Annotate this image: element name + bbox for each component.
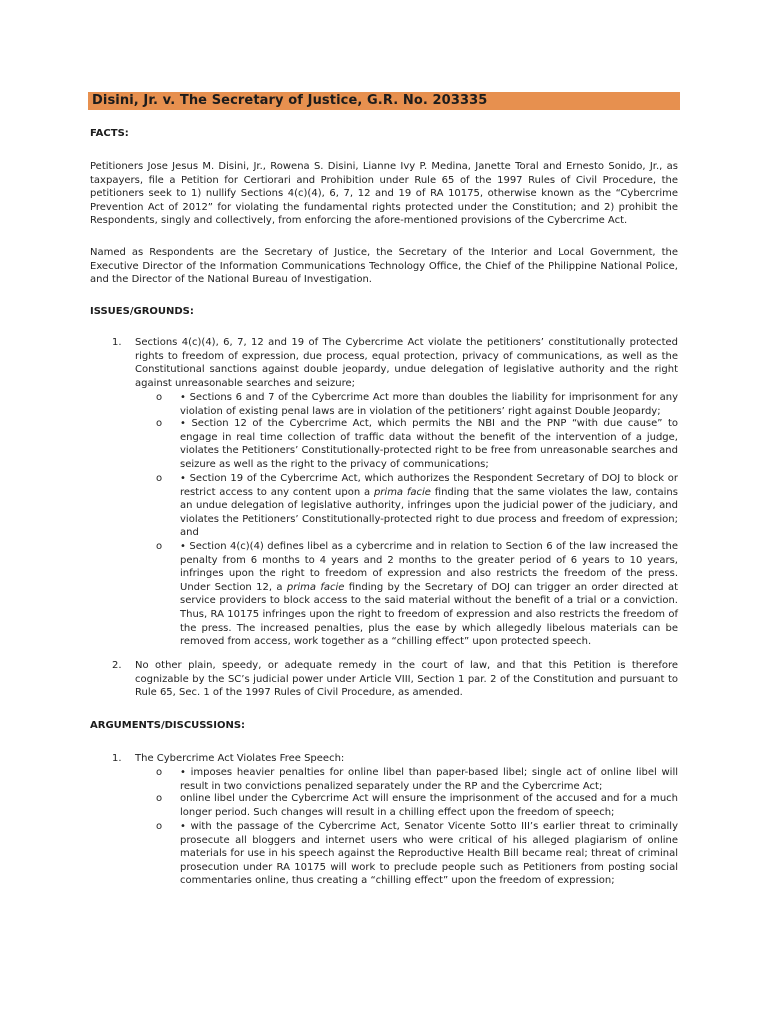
arguments-heading: ARGUMENTS/DISCUSSIONS: xyxy=(90,720,246,731)
list-item-text: No other plain, speedy, or adequate remedy in the court of law, and that this Petition is therefore cognizable by the SC’s judicial power under Article VIII, Section 1 par. 2 of the Constitution and pursuant to Rule 65, Sec. 1 of the 1997 Rules of Civil Procedure, as amended. xyxy=(135,660,678,699)
italic-text: prima facie xyxy=(373,486,431,498)
bullet-marker: o xyxy=(156,821,163,832)
title-bar xyxy=(88,92,680,110)
facts-paragraph-1: Petitioners Jose Jesus M. Disini, Jr., Rowena S. Disini, Lianne Ivy P. Medina, Janette Toral and Ernesto Sonido, Jr., as taxpayers, file a Petition for Certiorari and Prohibition under Rule 65 of the 1997 Rules of Civil Procedure, the petitioners seek to 1) nullify Sections 4(c)(4), 6, 7, 12 and 19 of RA 10175, otherwise known as the “Cybercrime Prevention Act of 2012” for violating the fundamental rights protected under the Constitution; and 2) prohibit the Respondents, singly and collectively, from enforcing the afore-mentioned provisions of the Cybercrime Act. xyxy=(90,161,678,227)
bullet-marker: o xyxy=(156,392,163,403)
document-title: Disini, Jr. v. The Secretary of Justice, G.R. No. 203335 xyxy=(92,93,488,108)
italic-text: prima facie xyxy=(286,581,345,593)
list-number: 2. xyxy=(112,660,122,671)
facts-paragraph-2: Named as Respondents are the Secretary of Justice, the Secretary of the Interior and Local Government, the Executive Director of the Information Communications Technology Office, the Chief of the Philippine National Police, and the Director of the National Bureau of Investigation. xyxy=(90,247,678,286)
text-run: finding that the same violates the law, contains an undue delegation of legislative authority, infringes upon the judicial power of the judiciary, and violates the Petitioners’ Constitutionally-protected right to due process and freedom of expression; and xyxy=(180,486,678,539)
text-run: • Section 4(c)(4) defines libel as a cybercrime and in relation to Section 6 of the law increased the penalty from 6 months to 4 years and 2 months to the greater period of 6 years to 10 years, infringes upon the right to freedom of expression and also restricts the freedom of the press. Under Section 12, a xyxy=(180,541,678,593)
list-item-text: Sections 4(c)(4), 6, 7, 12 and 19 of The Cybercrime Act violate the petitioners’ constitutionally protected rights to freedom of expression, due process, equal protection, privacy of communications, as well as the Constitutional sanctions against double jeopardy, undue delegation of legislative authority and the right against unreasonable searches and seizure; xyxy=(135,337,678,389)
list-number: 1. xyxy=(112,753,122,764)
bullet-marker: o xyxy=(156,541,163,552)
text-run: • Section 19 of the Cybercrime Act, which authorizes the Respondent Secretary of DOJ to block or restrict access to any content upon a xyxy=(180,473,678,498)
list-item-text: The Cybercrime Act Violates Free Speech: xyxy=(135,753,345,764)
sub-item-text: • Sections 6 and 7 of the Cybercrime Act more than doubles the liability for imprisonment for any violation of existing penal laws are in violation of the petitioners’ right against Double Jeopardy; xyxy=(180,392,678,417)
issues-heading: ISSUES/GROUNDS: xyxy=(90,306,194,317)
list-number: 1. xyxy=(112,337,122,348)
bullet-marker: o xyxy=(156,767,163,778)
sub-item-text: • imposes heavier penalties for online libel than paper-based libel; single act of online libel will result in two convictions penalized separately under the RP and the Cybercrime Act; xyxy=(180,767,678,792)
bullet-marker: o xyxy=(156,473,163,484)
text-run: finding by the Secretary of DOJ can trigger an order directed at service providers to block access to the said material without the benefit of a trial or a conviction. Thus, RA 10175 infringes upon the right to freedom of expression and also restricts the freedom of the press. The increased penalties, plus the ease by which allegedly libelous materials can be removed from access, work together as a “chilling effect” upon protected speech. xyxy=(180,581,678,648)
sub-item-text: online libel under the Cybercrime Act will ensure the imprisonment of the accused and for a much longer period. Such changes will result in a chilling effect upon the freedom of speech; xyxy=(180,793,678,818)
facts-heading: FACTS: xyxy=(90,128,129,139)
bullet-marker: o xyxy=(156,418,163,429)
sub-item-text xyxy=(180,540,678,649)
sub-item-text: • Section 12 of the Cybercrime Act, which permits the NBI and the PNP “with due cause” to engage in real time collection of traffic data without the benefit of the intervention of a judge, violates the Petitioners’ Constitutionally-protected right to be free from unreasonable searches and seizure as well as the right to the privacy of communications; xyxy=(180,418,678,470)
bullet-marker: o xyxy=(156,793,163,804)
sub-item-text xyxy=(180,472,678,540)
sub-item-text: • with the passage of the Cybercrime Act, Senator Vicente Sotto III’s earlier threat to criminally prosecute all bloggers and internet users who were critical of his alleged plagiarism of online materials for use in his speech against the Reproductive Health Bill became real; threat of criminal prosecution under RA 10175 will work to preclude people such as Petitioners from posting social commentaries online, thus creating a “chilling effect” upon the freedom of expression; xyxy=(180,821,678,887)
